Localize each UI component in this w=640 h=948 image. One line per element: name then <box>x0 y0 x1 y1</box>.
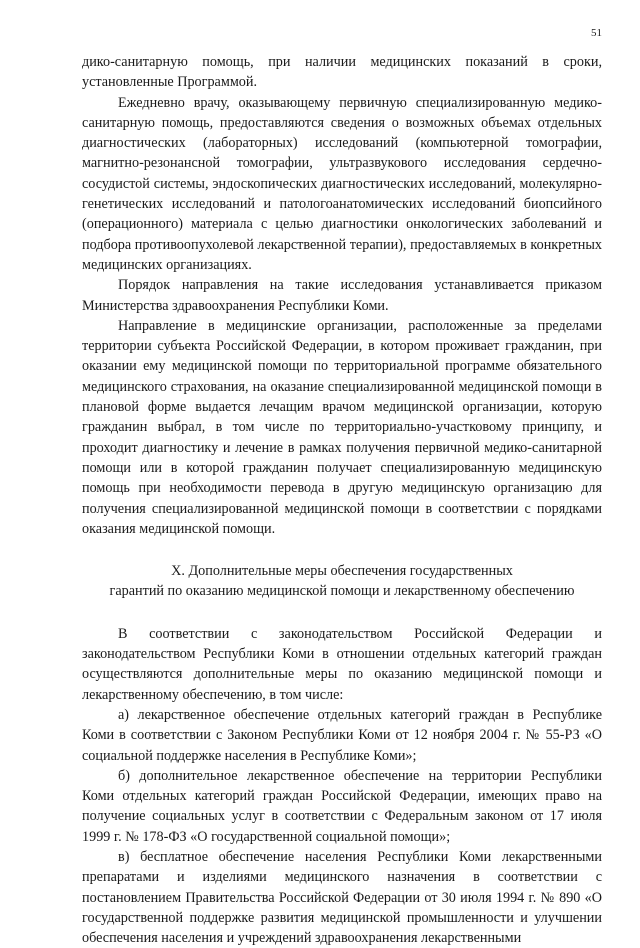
document-body <box>82 52 602 948</box>
paragraph-procedure: Порядок направления на такие исследования устанавливается приказом Министерства здравоохранения Республики Коми. <box>82 277 602 314</box>
paragraph-daily-info: Ежедневно врачу, оказывающему первичную специализированную медико-санитарную помощь, предоставляются сведения о возможных объемах отдельных диагностических (лабораторных) исследований (компьютерной томографии, магнитно-резонансной томографии, ультразвукового исследования сердечно-сосудистой системы, эндоскопических диагностических исследований, молекулярно- генетических исследований и патологоанатомических исследований биопсийного (операционного) материала с целью диагностики онкологических заболеваний и подбора противоопухолевой лекарственной терапии), предоставляемых в конкретных медицинских организациях. <box>82 94 602 273</box>
list-item-c: в) бесплатное обеспечение населения Республики Коми лекарственными препаратами и изделиями медицинского назначения в соответствии с постановлением Правительства Российской Федерации от 30 июля 1994 г. № 890 «О государственной поддержке развития медицинской промышленности и улучшении обеспечения населения и учреждений здравоохранения лекарственными <box>82 848 602 947</box>
list-item-b: б) дополнительное лекарственное обеспечение на территории Республики Коми отдельных категорий граждан Российской Федерации, имеющих право на получение социальных услуг в соответствии с Федеральным законом от 17 июля 1999 г. № 178-ФЗ «О государственной социальной помощи»; <box>82 767 602 845</box>
paragraph-referral: Направление в медицинские организации, расположенные за пределами территории субъекта Российской Федерации, в котором проживает гражданин, при оказании ему медицинской помощи по территориальной программе обязательного медицинского страхования, на оказание специализированной медицинской помощи в плановой форме выдается лечащим врачом медицинской организации, которую гражданин выбрал, в том числе по территориально-участковому принципу, и проходит диагностику и лечение в рамках получения первичной медико-санитарной помощи или в которой гражданин получает специализированную медицинскую помощь при необходимости перевода в другую медицинскую организацию для получения специализированной медицинской помощи в соответствии с порядками оказания медицинской помощи. <box>82 317 602 537</box>
paragraph-intro: В соответствии с законодательством Российской Федерации и законодательством Республики Коми в отношении отдельных категорий граждан осуществляются дополнительные меры по оказанию медицинской помощи и лекарственному обеспечению, в том числе: <box>82 625 602 703</box>
list-item-a: а) лекарственное обеспечение отдельных категорий граждан в Республике Коми в соответствии с Законом Республики Коми от 12 ноября 2004 г. № 55-РЗ «О социальной поддержке населения в Республике Коми»; <box>82 706 602 764</box>
section-heading-line1: X. Дополнительные меры обеспечения государственных <box>171 563 513 580</box>
section-heading <box>82 561 602 602</box>
page-number: 51 <box>591 27 602 39</box>
paragraph-continuation: дико-санитарную помощь, при наличии медицинских показаний в сроки, установленные Программой. <box>82 54 602 91</box>
section-heading-line2: гарантий по оказанию медицинской помощи и лекарственному обеспечению <box>109 583 575 600</box>
